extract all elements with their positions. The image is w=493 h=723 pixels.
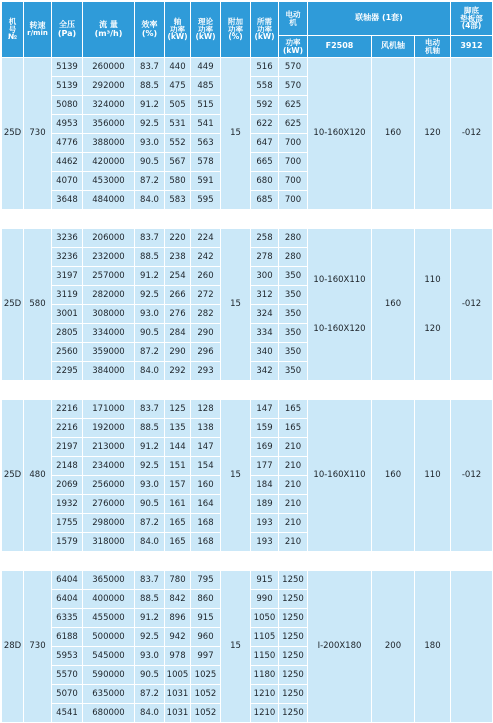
cell-efficiency: 83.7 xyxy=(135,571,165,590)
cell-efficiency: 87.2 xyxy=(135,685,165,704)
cell-required-power: 184 xyxy=(251,476,279,495)
cell-motor-power: 700 xyxy=(279,172,308,191)
cell-motor-power: 1250 xyxy=(279,666,308,685)
cell-required-power: 300 xyxy=(251,267,279,286)
cell-motor-power: 165 xyxy=(279,419,308,438)
cell-shaft-power: 161 xyxy=(165,495,191,514)
cell-flow: 292000 xyxy=(83,77,135,96)
cell-fan-shaft: 160 xyxy=(372,400,415,552)
cell-shaft-power: 266 xyxy=(165,286,191,305)
cell-theory-power: 960 xyxy=(191,628,221,647)
fan-performance-table xyxy=(1,1,493,723)
cell-efficiency: 84.0 xyxy=(135,533,165,552)
cell-efficiency: 84.0 xyxy=(135,362,165,381)
cell-motor-power: 210 xyxy=(279,438,308,457)
cell-required-power: 159 xyxy=(251,419,279,438)
cell-required-power: 169 xyxy=(251,438,279,457)
cell-theory-power: 272 xyxy=(191,286,221,305)
cell-base: -012 xyxy=(451,400,493,552)
cell-required-power: 915 xyxy=(251,571,279,590)
cell-shaft-power: 292 xyxy=(165,362,191,381)
cell-pressure: 5080 xyxy=(52,96,83,115)
cell-shaft-power: 1031 xyxy=(165,685,191,704)
cell-coupling xyxy=(308,58,372,210)
cell-shaft-power: 284 xyxy=(165,324,191,343)
coupling-model-value: I-200X180 xyxy=(317,641,362,652)
cell-required-power: 665 xyxy=(251,153,279,172)
cell-theory-power: 296 xyxy=(191,343,221,362)
cell-motor-power: 280 xyxy=(279,229,308,248)
group-spacer xyxy=(2,210,493,229)
cell-shaft-power: 580 xyxy=(165,172,191,191)
header-coupling-model: F2508 xyxy=(308,36,372,58)
cell-flow: 356000 xyxy=(83,115,135,134)
cell-motor-power: 1250 xyxy=(279,609,308,628)
cell-required-power: 324 xyxy=(251,305,279,324)
cell-theory-power: 164 xyxy=(191,495,221,514)
cell-motor-power: 350 xyxy=(279,362,308,381)
group-spacer xyxy=(2,552,493,571)
cell-shaft-power: 276 xyxy=(165,305,191,324)
cell-motor-power: 1250 xyxy=(279,628,308,647)
cell-required-power: 1210 xyxy=(251,704,279,723)
cell-motor-shaft xyxy=(415,400,451,552)
cell-theory-power: 578 xyxy=(191,153,221,172)
cell-pressure: 5953 xyxy=(52,647,83,666)
cell-shaft-power: 135 xyxy=(165,419,191,438)
cell-flow: 282000 xyxy=(83,286,135,305)
cell-flow: 234000 xyxy=(83,457,135,476)
cell-required-power: 177 xyxy=(251,457,279,476)
cell-shaft-power: 165 xyxy=(165,514,191,533)
coupling-model-value: 10-160X120 xyxy=(313,323,366,334)
cell-motor-power: 625 xyxy=(279,96,308,115)
cell-additional-power: 15 xyxy=(221,400,251,552)
cell-shaft-power: 254 xyxy=(165,267,191,286)
cell-efficiency: 88.5 xyxy=(135,248,165,267)
cell-pressure: 4953 xyxy=(52,115,83,134)
cell-required-power: 1105 xyxy=(251,628,279,647)
cell-shaft-power: 440 xyxy=(165,58,191,77)
cell-flow: 484000 xyxy=(83,191,135,210)
cell-theory-power: 563 xyxy=(191,134,221,153)
group-spacer-cell xyxy=(2,381,493,400)
cell-theory-power: 541 xyxy=(191,115,221,134)
table-row xyxy=(2,400,493,419)
cell-pressure: 5139 xyxy=(52,58,83,77)
motor-shaft-value: 120 xyxy=(424,323,441,334)
group-spacer-cell xyxy=(2,210,493,229)
cell-shaft-power: 942 xyxy=(165,628,191,647)
cell-flow: 298000 xyxy=(83,514,135,533)
table-body xyxy=(2,58,493,723)
cell-efficiency: 93.0 xyxy=(135,647,165,666)
cell-pressure: 3001 xyxy=(52,305,83,324)
cell-pressure: 3648 xyxy=(52,191,83,210)
motor-shaft-value: 180 xyxy=(424,641,441,652)
header-flow: 流 量 (m³/h) xyxy=(83,2,135,58)
coupling-model-value: 10-160X120 xyxy=(313,128,366,139)
cell-shaft-power: 125 xyxy=(165,400,191,419)
cell-shaft-power: 567 xyxy=(165,153,191,172)
cell-shaft-power: 1005 xyxy=(165,666,191,685)
cell-pressure: 4070 xyxy=(52,172,83,191)
cell-required-power: 193 xyxy=(251,533,279,552)
cell-speed: 730 xyxy=(24,58,52,210)
cell-motor-power: 1250 xyxy=(279,590,308,609)
cell-efficiency: 83.7 xyxy=(135,229,165,248)
cell-motor-power: 280 xyxy=(279,248,308,267)
cell-efficiency: 93.0 xyxy=(135,305,165,324)
cell-efficiency: 88.5 xyxy=(135,77,165,96)
cell-required-power: 312 xyxy=(251,286,279,305)
cell-pressure: 6188 xyxy=(52,628,83,647)
cell-flow: 365000 xyxy=(83,571,135,590)
cell-shaft-power: 144 xyxy=(165,438,191,457)
cell-efficiency: 92.5 xyxy=(135,115,165,134)
cell-theory-power: 154 xyxy=(191,457,221,476)
cell-required-power: 334 xyxy=(251,324,279,343)
cell-pressure: 6404 xyxy=(52,571,83,590)
cell-motor-power: 210 xyxy=(279,495,308,514)
cell-flow: 635000 xyxy=(83,685,135,704)
cell-theory-power: 293 xyxy=(191,362,221,381)
cell-pressure: 2216 xyxy=(52,419,83,438)
cell-pressure: 4776 xyxy=(52,134,83,153)
cell-pressure: 6404 xyxy=(52,590,83,609)
cell-efficiency: 90.5 xyxy=(135,666,165,685)
cell-flow: 324000 xyxy=(83,96,135,115)
cell-efficiency: 84.0 xyxy=(135,191,165,210)
cell-efficiency: 83.7 xyxy=(135,400,165,419)
cell-pressure: 2148 xyxy=(52,457,83,476)
cell-pressure: 5570 xyxy=(52,666,83,685)
cell-coupling xyxy=(308,571,372,723)
cell-motor-power: 165 xyxy=(279,400,308,419)
cell-speed: 730 xyxy=(24,571,52,723)
cell-theory-power: 242 xyxy=(191,248,221,267)
header-pressure: 全压 (Pa) xyxy=(52,2,83,58)
cell-motor-power: 350 xyxy=(279,343,308,362)
cell-theory-power: 1025 xyxy=(191,666,221,685)
cell-model: 25D xyxy=(2,400,24,552)
cell-motor-power: 350 xyxy=(279,305,308,324)
header-additional-power: 附加 功率 (%) xyxy=(221,2,251,58)
cell-required-power: 622 xyxy=(251,115,279,134)
cell-flow: 171000 xyxy=(83,400,135,419)
cell-additional-power: 15 xyxy=(221,229,251,381)
header-shaft-power: 轴 功率 (kW) xyxy=(165,2,191,58)
cell-efficiency: 87.2 xyxy=(135,514,165,533)
cell-model: 28D xyxy=(2,571,24,723)
header-coupling: 联轴器 (1套) xyxy=(308,2,451,36)
cell-motor-power: 700 xyxy=(279,191,308,210)
cell-base: -012 xyxy=(451,229,493,381)
cell-efficiency: 90.5 xyxy=(135,153,165,172)
cell-theory-power: 260 xyxy=(191,267,221,286)
cell-shaft-power: 1031 xyxy=(165,704,191,723)
cell-efficiency: 90.5 xyxy=(135,324,165,343)
cell-speed: 580 xyxy=(24,229,52,381)
cell-required-power: 1210 xyxy=(251,685,279,704)
cell-flow: 192000 xyxy=(83,419,135,438)
cell-efficiency: 87.2 xyxy=(135,343,165,362)
cell-shaft-power: 583 xyxy=(165,191,191,210)
cell-efficiency: 92.5 xyxy=(135,286,165,305)
cell-flow: 359000 xyxy=(83,343,135,362)
cell-theory-power: 138 xyxy=(191,419,221,438)
cell-required-power: 647 xyxy=(251,134,279,153)
header-motor-power: 功率 (kW) xyxy=(279,36,308,58)
motor-shaft-value: 110 xyxy=(424,274,441,285)
cell-shaft-power: 780 xyxy=(165,571,191,590)
cell-required-power: 1050 xyxy=(251,609,279,628)
cell-shaft-power: 290 xyxy=(165,343,191,362)
cell-motor-power: 350 xyxy=(279,267,308,286)
cell-base: -012 xyxy=(451,58,493,210)
cell-efficiency: 87.2 xyxy=(135,172,165,191)
cell-theory-power: 1052 xyxy=(191,704,221,723)
cell-required-power: 685 xyxy=(251,191,279,210)
cell-flow: 453000 xyxy=(83,172,135,191)
cell-additional-power: 15 xyxy=(221,571,251,723)
cell-required-power: 193 xyxy=(251,514,279,533)
cell-pressure: 4462 xyxy=(52,153,83,172)
cell-shaft-power: 978 xyxy=(165,647,191,666)
cell-theory-power: 915 xyxy=(191,609,221,628)
cell-required-power: 340 xyxy=(251,343,279,362)
cell-flow: 334000 xyxy=(83,324,135,343)
cell-shaft-power: 220 xyxy=(165,229,191,248)
cell-theory-power: 168 xyxy=(191,533,221,552)
cell-motor-power: 570 xyxy=(279,58,308,77)
cell-motor-power: 210 xyxy=(279,457,308,476)
cell-pressure: 3119 xyxy=(52,286,83,305)
cell-efficiency: 93.0 xyxy=(135,134,165,153)
cell-pressure: 3236 xyxy=(52,248,83,267)
cell-flow: 545000 xyxy=(83,647,135,666)
cell-pressure: 1932 xyxy=(52,495,83,514)
header-fan-shaft: 风机轴 xyxy=(372,36,415,58)
cell-required-power: 342 xyxy=(251,362,279,381)
cell-motor-power: 570 xyxy=(279,77,308,96)
cell-fan-shaft: 200 xyxy=(372,571,415,723)
cell-efficiency: 83.7 xyxy=(135,58,165,77)
cell-theory-power: 485 xyxy=(191,77,221,96)
cell-pressure: 6335 xyxy=(52,609,83,628)
cell-theory-power: 147 xyxy=(191,438,221,457)
table-row xyxy=(2,58,493,77)
cell-efficiency: 91.2 xyxy=(135,96,165,115)
header-theory-power: 理论 功率 (kW) xyxy=(191,2,221,58)
cell-shaft-power: 505 xyxy=(165,96,191,115)
cell-theory-power: 224 xyxy=(191,229,221,248)
cell-shaft-power: 842 xyxy=(165,590,191,609)
header-motor: 电动 机 xyxy=(279,2,308,36)
cell-efficiency: 93.0 xyxy=(135,476,165,495)
cell-pressure: 4541 xyxy=(52,704,83,723)
cell-pressure: 5139 xyxy=(52,77,83,96)
cell-flow: 318000 xyxy=(83,533,135,552)
cell-flow: 400000 xyxy=(83,590,135,609)
cell-pressure: 2216 xyxy=(52,400,83,419)
cell-model: 25D xyxy=(2,58,24,210)
cell-shaft-power: 552 xyxy=(165,134,191,153)
table-header xyxy=(2,2,493,58)
cell-required-power: 258 xyxy=(251,229,279,248)
motor-shaft-value: 120 xyxy=(424,128,441,139)
cell-required-power: 1180 xyxy=(251,666,279,685)
cell-coupling xyxy=(308,229,372,381)
coupling-model-value: 10-160X110 xyxy=(313,470,366,481)
cell-shaft-power: 238 xyxy=(165,248,191,267)
cell-shaft-power: 475 xyxy=(165,77,191,96)
cell-pressure: 1755 xyxy=(52,514,83,533)
cell-required-power: 680 xyxy=(251,172,279,191)
cell-theory-power: 1052 xyxy=(191,685,221,704)
cell-efficiency: 88.5 xyxy=(135,419,165,438)
cell-motor-power: 210 xyxy=(279,476,308,495)
cell-speed: 480 xyxy=(24,400,52,552)
cell-motor-power: 210 xyxy=(279,533,308,552)
header-efficiency: 效率 (%) xyxy=(135,2,165,58)
cell-required-power: 278 xyxy=(251,248,279,267)
cell-fan-shaft: 160 xyxy=(372,229,415,381)
cell-flow: 420000 xyxy=(83,153,135,172)
cell-motor-power: 625 xyxy=(279,115,308,134)
cell-theory-power: 860 xyxy=(191,590,221,609)
cell-pressure: 2069 xyxy=(52,476,83,495)
cell-efficiency: 92.5 xyxy=(135,628,165,647)
cell-pressure: 2197 xyxy=(52,438,83,457)
cell-required-power: 189 xyxy=(251,495,279,514)
cell-required-power: 1150 xyxy=(251,647,279,666)
cell-flow: 384000 xyxy=(83,362,135,381)
cell-required-power: 592 xyxy=(251,96,279,115)
cell-theory-power: 591 xyxy=(191,172,221,191)
cell-flow: 276000 xyxy=(83,495,135,514)
cell-fan-shaft: 160 xyxy=(372,58,415,210)
motor-shaft-value: 110 xyxy=(424,470,441,481)
cell-base xyxy=(451,571,493,723)
header-base-model: 3912 xyxy=(451,36,493,58)
cell-efficiency: 88.5 xyxy=(135,590,165,609)
cell-pressure: 5070 xyxy=(52,685,83,704)
cell-efficiency: 84.0 xyxy=(135,704,165,723)
cell-required-power: 990 xyxy=(251,590,279,609)
table-row xyxy=(2,571,493,590)
cell-motor-shaft xyxy=(415,229,451,381)
cell-theory-power: 160 xyxy=(191,476,221,495)
cell-flow: 213000 xyxy=(83,438,135,457)
header-speed: 转速 r/min xyxy=(24,2,52,58)
cell-shaft-power: 531 xyxy=(165,115,191,134)
cell-efficiency: 91.2 xyxy=(135,438,165,457)
cell-additional-power: 15 xyxy=(221,58,251,210)
cell-flow: 206000 xyxy=(83,229,135,248)
cell-flow: 455000 xyxy=(83,609,135,628)
cell-theory-power: 290 xyxy=(191,324,221,343)
cell-shaft-power: 165 xyxy=(165,533,191,552)
cell-pressure: 3236 xyxy=(52,229,83,248)
cell-theory-power: 795 xyxy=(191,571,221,590)
cell-motor-power: 1250 xyxy=(279,704,308,723)
cell-required-power: 147 xyxy=(251,400,279,419)
cell-flow: 256000 xyxy=(83,476,135,495)
group-spacer-cell xyxy=(2,552,493,571)
cell-flow: 388000 xyxy=(83,134,135,153)
coupling-model-value: 10-160X110 xyxy=(313,274,366,285)
group-spacer xyxy=(2,381,493,400)
cell-pressure: 3197 xyxy=(52,267,83,286)
cell-pressure: 1579 xyxy=(52,533,83,552)
cell-pressure: 2560 xyxy=(52,343,83,362)
cell-theory-power: 168 xyxy=(191,514,221,533)
cell-shaft-power: 157 xyxy=(165,476,191,495)
cell-efficiency: 91.2 xyxy=(135,609,165,628)
cell-theory-power: 595 xyxy=(191,191,221,210)
cell-motor-power: 1250 xyxy=(279,685,308,704)
cell-theory-power: 515 xyxy=(191,96,221,115)
cell-flow: 680000 xyxy=(83,704,135,723)
cell-motor-shaft xyxy=(415,571,451,723)
header-motor-shaft: 电动 机轴 xyxy=(415,36,451,58)
cell-pressure: 2805 xyxy=(52,324,83,343)
cell-model: 25D xyxy=(2,229,24,381)
header-base: 脚底 垫板部 (4部) xyxy=(451,2,493,36)
header-required-power: 所需 功率 (kW) xyxy=(251,2,279,58)
cell-motor-power: 700 xyxy=(279,153,308,172)
cell-theory-power: 449 xyxy=(191,58,221,77)
cell-required-power: 516 xyxy=(251,58,279,77)
cell-coupling xyxy=(308,400,372,552)
cell-theory-power: 282 xyxy=(191,305,221,324)
cell-required-power: 558 xyxy=(251,77,279,96)
cell-motor-power: 210 xyxy=(279,514,308,533)
cell-motor-power: 350 xyxy=(279,324,308,343)
cell-shaft-power: 896 xyxy=(165,609,191,628)
cell-efficiency: 91.2 xyxy=(135,267,165,286)
cell-theory-power: 997 xyxy=(191,647,221,666)
cell-pressure: 2295 xyxy=(52,362,83,381)
cell-flow: 590000 xyxy=(83,666,135,685)
table-row xyxy=(2,229,493,248)
cell-efficiency: 90.5 xyxy=(135,495,165,514)
cell-flow: 257000 xyxy=(83,267,135,286)
cell-flow: 308000 xyxy=(83,305,135,324)
cell-motor-shaft xyxy=(415,58,451,210)
cell-motor-power: 1250 xyxy=(279,647,308,666)
cell-flow: 232000 xyxy=(83,248,135,267)
cell-motor-power: 350 xyxy=(279,286,308,305)
cell-shaft-power: 151 xyxy=(165,457,191,476)
cell-motor-power: 700 xyxy=(279,134,308,153)
cell-flow: 500000 xyxy=(83,628,135,647)
cell-flow: 260000 xyxy=(83,58,135,77)
cell-efficiency: 92.5 xyxy=(135,457,165,476)
cell-motor-power: 1250 xyxy=(279,571,308,590)
cell-theory-power: 128 xyxy=(191,400,221,419)
header-model: 机 号 № xyxy=(2,2,24,58)
